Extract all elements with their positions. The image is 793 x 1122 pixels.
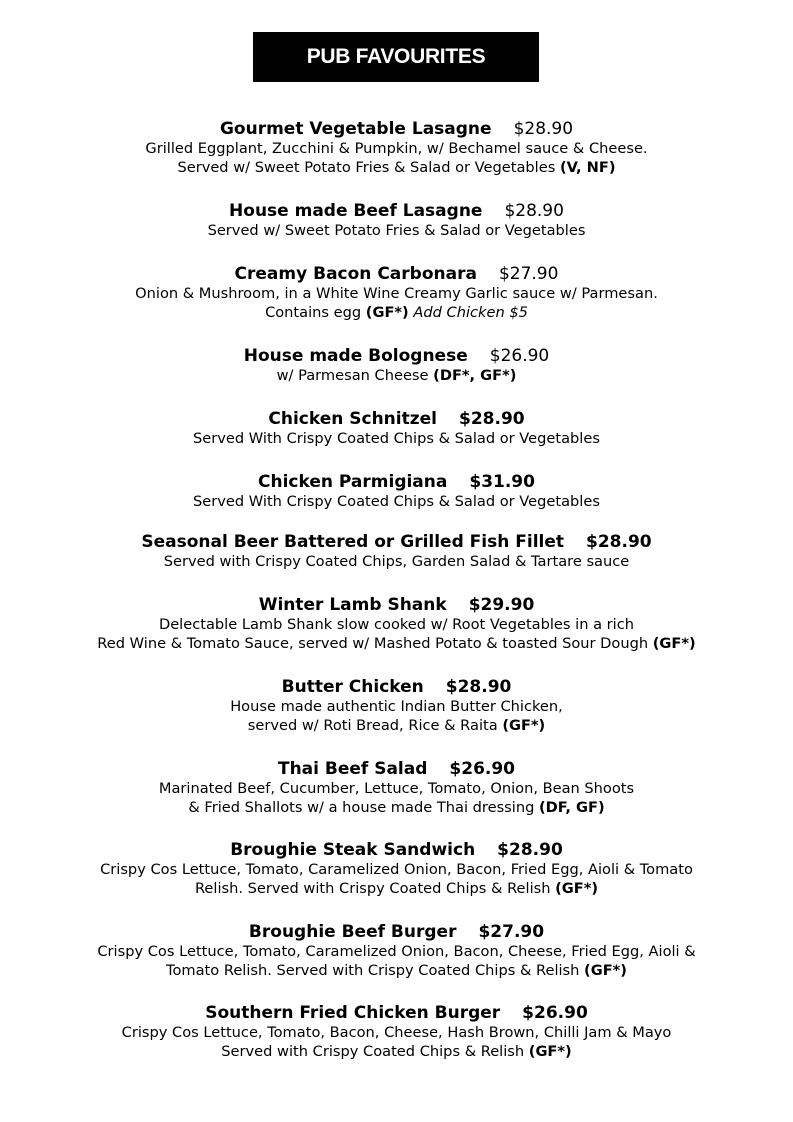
menu-item-southern-fried-chicken-burger [0, 1003, 793, 1061]
menu-item-description [0, 634, 793, 653]
menu-item-name: House made Beef Lasagne [229, 201, 483, 221]
menu-item-name: Butter Chicken [281, 677, 424, 697]
menu-item-description [0, 1023, 793, 1042]
description-text: Crispy Cos Lettuce, Tomato, Caramelized Onion, Bacon, Cheese, Fried Egg, Aioli & [97, 943, 696, 960]
description-text: Delectable Lamb Shank slow cooked w/ Root Vegetables in a rich [158, 616, 635, 633]
menu-item-name: Chicken Parmigiana [258, 472, 448, 492]
menu-item-broughie-steak-sandwich [0, 840, 793, 898]
description-text: Tomato Relish. Served with Crispy Coated Chips & Relish [166, 962, 580, 979]
description-text: Served with Crispy Coated Chips, Garden Salad & Tartare sauce [163, 553, 630, 570]
menu-item-thai-beef-salad [0, 759, 793, 817]
menu-item-heading [0, 840, 793, 860]
menu-item-price: $29.90 [468, 595, 535, 615]
menu-item-heading [0, 595, 793, 615]
menu-item-name: Broughie Beef Burger [248, 922, 457, 942]
menu-item-description [0, 1042, 793, 1061]
menu-item-house-made-beef-lasagne [0, 201, 793, 240]
description-text: Red Wine & Tomato Sauce, served w/ Mashed Potato & toasted Sour Dough [97, 635, 649, 652]
menu-item-heading [0, 409, 793, 429]
menu-item-description [0, 303, 793, 322]
menu-item-heading [0, 201, 793, 221]
description-text: Crispy Cos Lettuce, Tomato, Bacon, Cheese, Hash Brown, Chilli Jam & Mayo [121, 1024, 672, 1041]
description-text: Served With Crispy Coated Chips & Salad or Vegetables [193, 430, 600, 447]
menu-item-description [0, 492, 793, 511]
description-text: Crispy Cos Lettuce, Tomato, Caramelized Onion, Bacon, Fried Egg, Aioli & Tomato [100, 861, 693, 878]
menu-item-name: Seasonal Beer Battered or Grilled Fish Fillet [141, 532, 565, 552]
description-text: Relish. Served with Crispy Coated Chips & Relish [194, 880, 551, 897]
menu-item-heading [0, 677, 793, 697]
menu-item-broughie-beef-burger [0, 922, 793, 980]
menu-item-description [0, 615, 793, 634]
description-text: Contains egg [265, 304, 362, 321]
menu-item-price: $27.90 [478, 922, 545, 942]
menu-item-price: $26.90 [489, 346, 550, 366]
menu-item-price: $28.90 [445, 677, 512, 697]
menu-item-price: $28.90 [497, 840, 563, 860]
menu-item-price: $27.90 [498, 264, 559, 284]
dietary-tag: (DF*, GF*) [433, 367, 517, 384]
menu-item-fish-fillet [0, 532, 793, 571]
menu-item-heading [0, 759, 793, 779]
menu-item-description [0, 942, 793, 961]
dietary-tag: (DF, GF) [539, 799, 605, 816]
description-text: Served w/ Sweet Potato Fries & Salad or Vegetables [207, 222, 586, 239]
menu-item-heading [0, 472, 793, 492]
menu-item-heading [0, 346, 793, 366]
menu-section-banner [253, 32, 539, 82]
dietary-tag: (GF*) [555, 880, 599, 897]
menu-item-description [0, 158, 793, 177]
description-text: Grilled Eggplant, Zucchini & Pumpkin, w/ Bechamel sauce & Cheese. [145, 140, 648, 157]
dietary-tag: (GF*) [528, 1043, 572, 1060]
menu-item-price: $28.90 [504, 201, 564, 221]
menu-item-chicken-schnitzel [0, 409, 793, 448]
menu-item-price: $28.90 [586, 532, 652, 552]
menu-item-description [0, 961, 793, 980]
menu-item-price: $26.90 [522, 1003, 588, 1023]
page-title: PUB FAVOURITES [306, 45, 486, 68]
menu-item-name: Chicken Schnitzel [268, 409, 437, 429]
menu-item-price: $26.90 [449, 759, 516, 779]
description-text: & Fried Shallots w/ a house made Thai dressing [188, 799, 535, 816]
description-text: w/ Parmesan Cheese [276, 367, 429, 384]
menu-item-description [0, 798, 793, 817]
menu-item-heading [0, 922, 793, 942]
dietary-tag: (GF*) [365, 304, 409, 321]
menu-item-description [0, 429, 793, 448]
menu-item-name: Broughie Steak Sandwich [230, 840, 476, 860]
menu-item-description [0, 779, 793, 798]
menu-item-price: $31.90 [469, 472, 535, 492]
description-text: Served w/ Sweet Potato Fries & Salad or Vegetables [177, 159, 556, 176]
menu-item-description [0, 139, 793, 158]
menu-item-price: $28.90 [513, 119, 574, 139]
menu-item-description [0, 366, 793, 385]
description-text: House made authentic Indian Butter Chicken, [230, 698, 563, 715]
description-text: Marinated Beef, Cucumber, Lettuce, Tomato, Onion, Bean Shoots [158, 780, 635, 797]
menu-item-chicken-parmigiana [0, 472, 793, 511]
menu-item-creamy-bacon-carbonara [0, 264, 793, 322]
menu-item-butter-chicken [0, 677, 793, 735]
menu-item-name: Thai Beef Salad [277, 759, 428, 779]
menu-item-description [0, 697, 793, 716]
menu-item-name: Winter Lamb Shank [258, 595, 447, 615]
menu-item-name: Gourmet Vegetable Lasagne [219, 119, 492, 139]
dietary-tag: (V, NF) [559, 159, 616, 176]
menu-item-description [0, 716, 793, 735]
menu-item-name: Creamy Bacon Carbonara [234, 264, 477, 284]
menu-item-description [0, 552, 793, 571]
menu-item-heading [0, 119, 793, 139]
dietary-tag: (GF*) [584, 962, 627, 979]
menu-item-description [0, 284, 793, 303]
add-on-note: Add Chicken $5 [413, 304, 528, 321]
description-text: Onion & Mushroom, in a White Wine Creamy Garlic sauce w/ Parmesan. [135, 285, 658, 302]
menu-item-heading [0, 1003, 793, 1023]
menu-item-heading [0, 264, 793, 284]
menu-item-gourmet-vegetable-lasagne [0, 119, 793, 177]
description-text: Served With Crispy Coated Chips & Salad or Vegetables [193, 493, 600, 510]
menu-item-description [0, 221, 793, 240]
menu-item-price: $28.90 [459, 409, 525, 429]
menu-item-description [0, 879, 793, 898]
menu-item-heading [0, 532, 793, 552]
dietary-tag: (GF*) [502, 717, 546, 734]
description-text: Served with Crispy Coated Chips & Relish [221, 1043, 525, 1060]
description-text: served w/ Roti Bread, Rice & Raita [247, 717, 498, 734]
menu-item-description [0, 860, 793, 879]
menu-item-winter-lamb-shank [0, 595, 793, 653]
menu-item-house-made-bolognese [0, 346, 793, 385]
menu-item-name: House made Bolognese [243, 346, 468, 366]
menu-item-name: Southern Fried Chicken Burger [205, 1003, 501, 1023]
dietary-tag: (GF*) [652, 635, 696, 652]
